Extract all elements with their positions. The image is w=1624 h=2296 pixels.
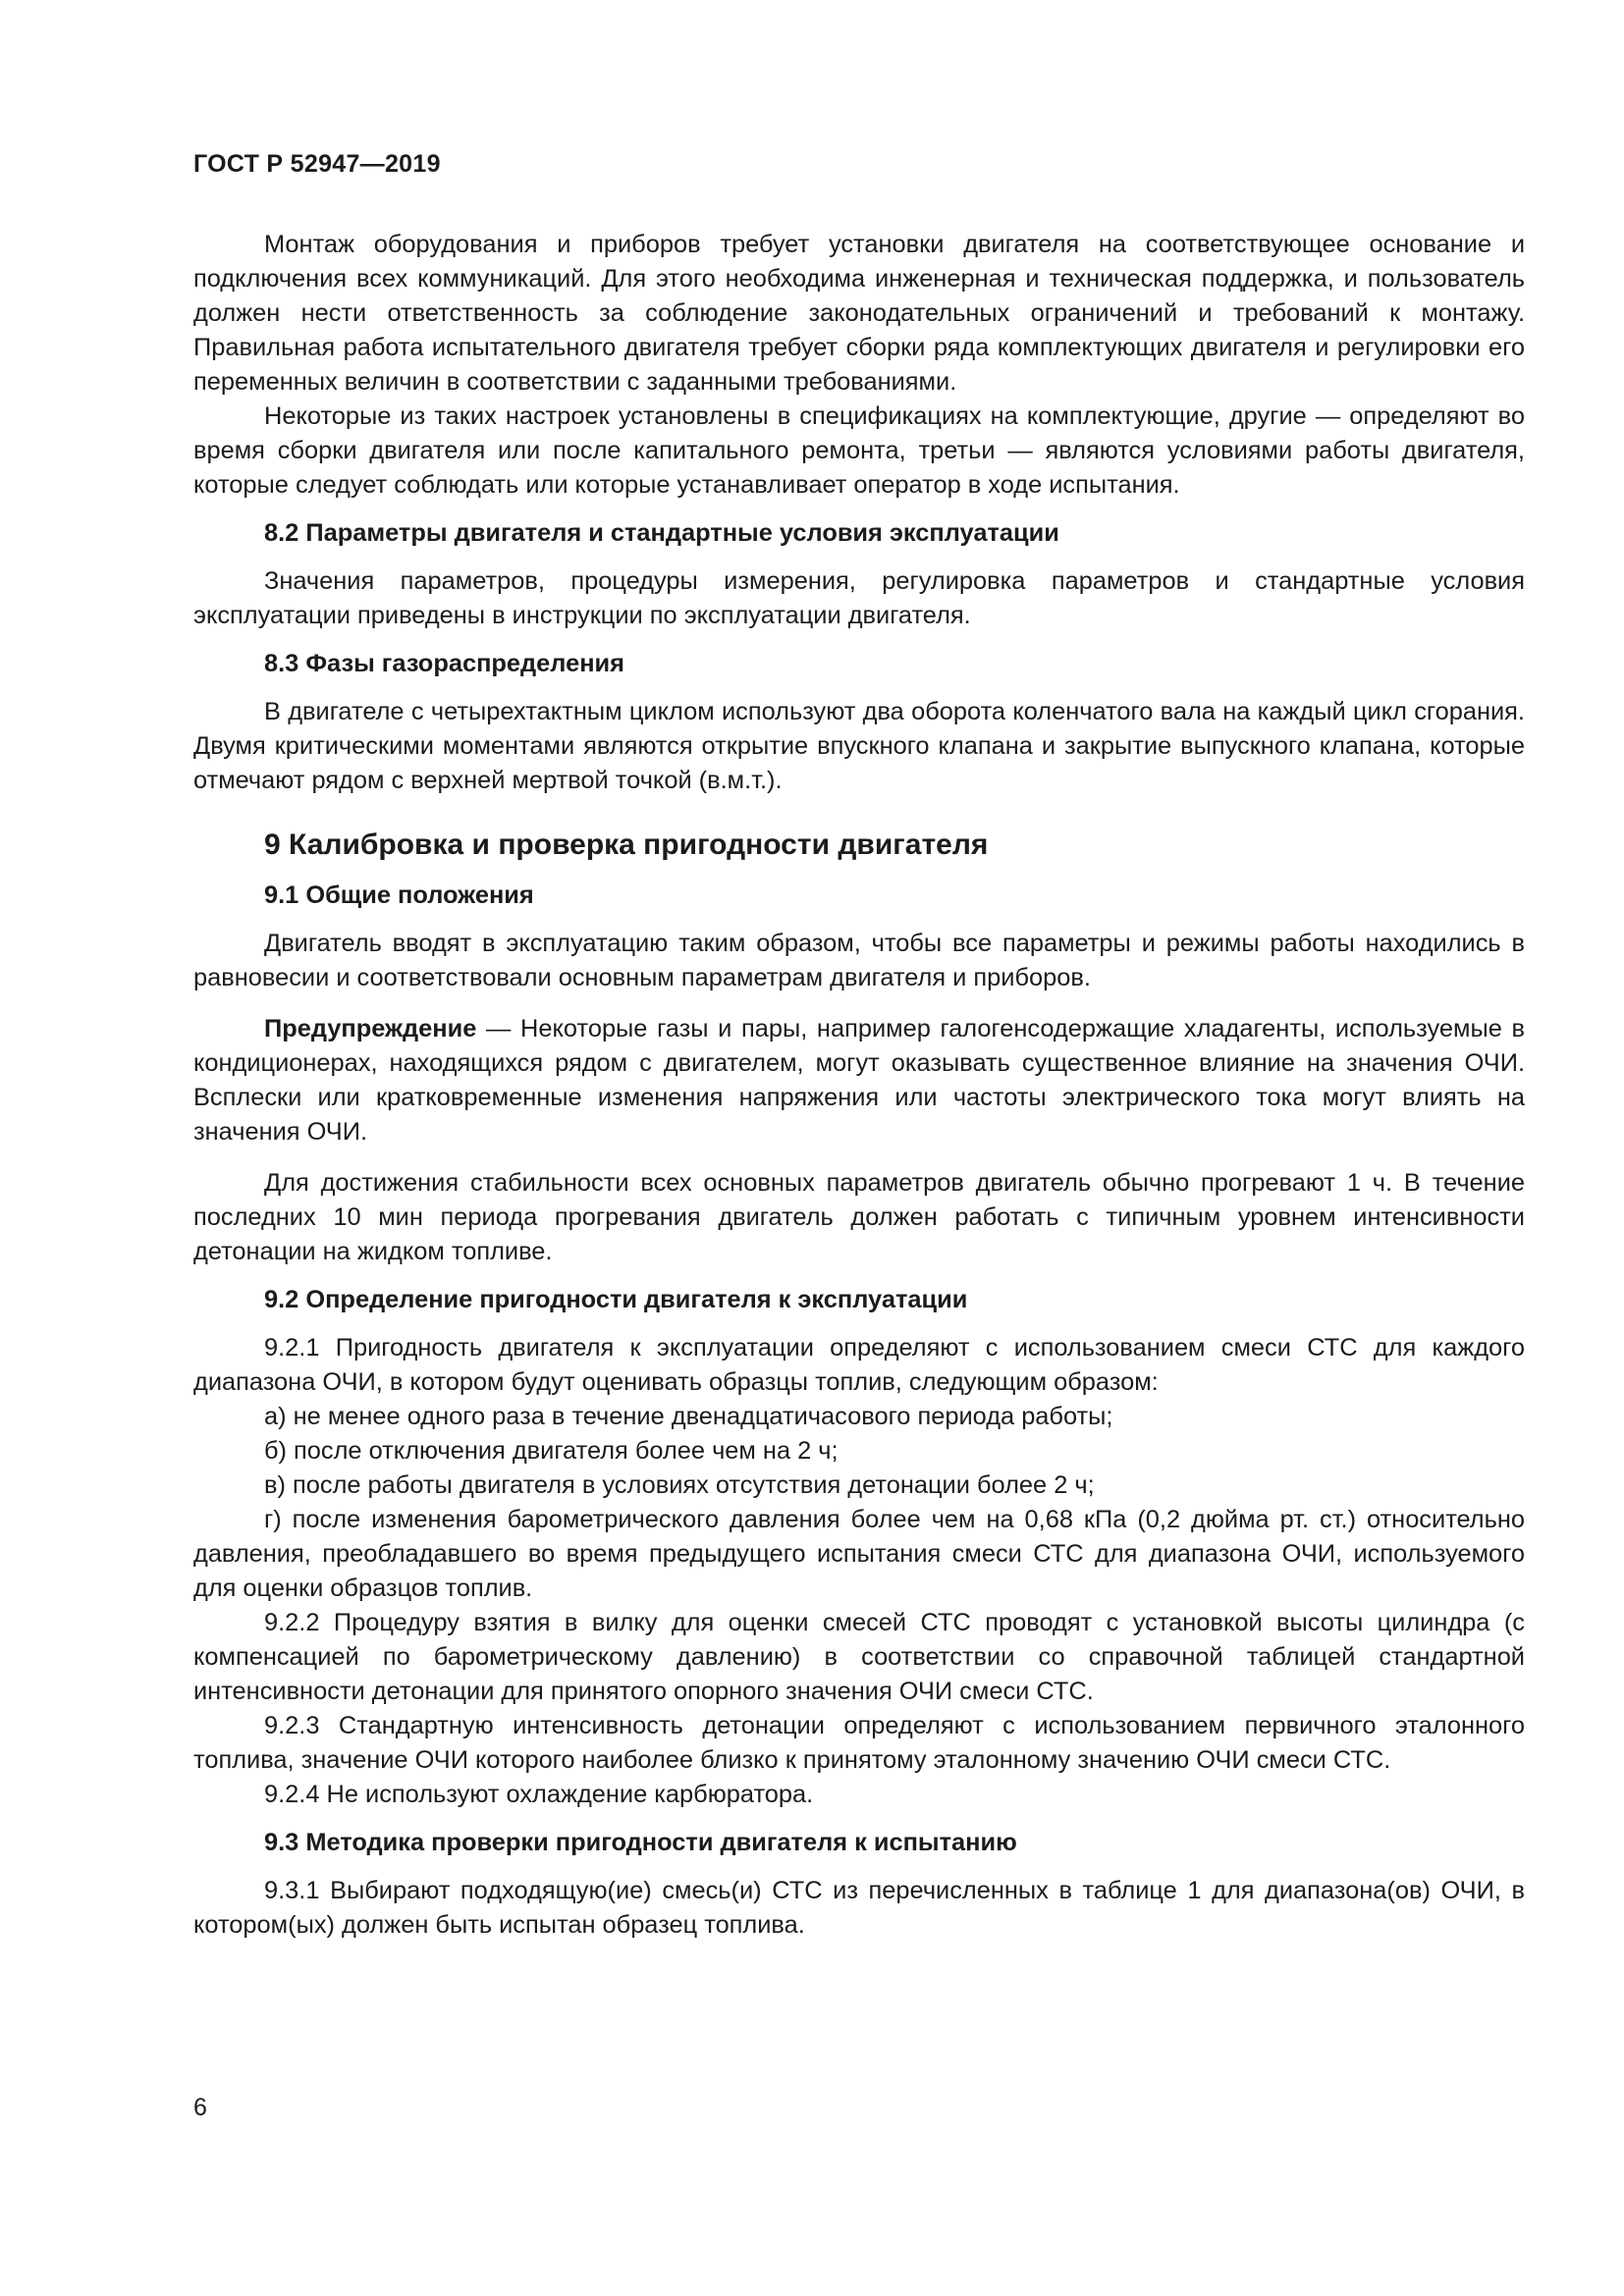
clause-9-2-1: 9.2.1 Пригодность двигателя к эксплуатации определяют с использованием смеси СТС для каждого диапазона ОЧИ, в котором будут оценивать образцы топлив, следующим образом:	[193, 1334, 1525, 1396]
document-header: ГОСТ Р 52947—2019	[193, 150, 441, 178]
paragraph: Значения параметров, процедуры измерения, регулировка параметров и стандартные условия эксплуатации приведены в инструкции по эксплуатации двигателя.	[193, 567, 1525, 629]
section-heading-9-2: 9.2 Определение пригодности двигателя к эксплуатации	[264, 1286, 968, 1313]
paragraph: Некоторые из таких настроек установлены в спецификациях на комплектующие, другие — определяют во время сборки двигателя или после капитального ремонта, третьи — являются условиями работы двигателя, которые следует соблюдать или которые устанавливает оператор в ходе испытания.	[193, 402, 1525, 499]
paragraph: В двигателе с четырехтактным циклом используют два оборота коленчатого вала на каждый цикл сгорания. Двумя критическими моментами являются открытие впускного клапана и закрытие выпускного клапана, которые отмечают рядом с верхней мертвой точкой (в.м.т.).	[193, 698, 1525, 794]
section-heading-9-3: 9.3 Методика проверки пригодности двигателя к испытанию	[264, 1829, 1017, 1856]
section-heading-9-1: 9.1 Общие положения	[264, 881, 534, 909]
warning-text: — Некоторые газы и пары, например галогенсодержащие хладагенты, используемые в кондиционерах, находящихся рядом с двигателем, могут оказывать существенное влияние на значения ОЧИ. Всплески или кратковременные изменения напряжения или частоты электрического тока могут влиять на значения ОЧИ.	[193, 1015, 1525, 1146]
clause-9-2-2: 9.2.2 Процедуру взятия в вилку для оценки смесей СТС проводят с установкой высоты цилиндра (с компенсацией по барометрическому давлению) в соответствии со справочной таблицей стандартной интенсивности детонации для принятого опорного значения ОЧИ смеси СТС.	[193, 1609, 1525, 1705]
section-heading-8-3: 8.3 Фазы газораспределения	[264, 650, 624, 677]
clause-9-3-1: 9.3.1 Выбирают подходящую(ие) смесь(и) СТС из перечисленных в таблице 1 для диапазона(ов) ОЧИ, в котором(ых) должен быть испытан образец топлива.	[193, 1877, 1525, 1939]
clause-9-2-3: 9.2.3 Стандартную интенсивность детонации определяют с использованием первичного эталонного топлива, значение ОЧИ которого наиболее близко к принятому эталонному значению ОЧИ смеси СТС.	[193, 1712, 1525, 1774]
paragraph: Для достижения стабильности всех основных параметров двигатель обычно прогревают 1 ч. В течение последних 10 мин периода прогревания двигатель должен работать с типичным уровнем интенсивности детонации на жидком топливе.	[193, 1169, 1525, 1265]
paragraph: Двигатель вводят в эксплуатацию таким образом, чтобы все параметры и режимы работы находились в равновесии и соответствовали основным параметрам двигателя и приборов.	[193, 930, 1525, 991]
warning-label: Предупреждение	[264, 1015, 477, 1042]
clause-9-2-4: 9.2.4 Не используют охлаждение карбюратора.	[264, 1781, 814, 1808]
list-item-c: в) после работы двигателя в условиях отсутствия детонации более 2 ч;	[264, 1471, 1095, 1499]
list-item-a: а) не менее одного раза в течение двенадцатичасового периода работы;	[264, 1403, 1113, 1430]
warning-paragraph	[193, 1012, 1525, 1149]
document-body	[193, 228, 1525, 1943]
list-item-d: г) после изменения барометрического давления более чем на 0,68 кПа (0,2 дюйма рт. ст.) относительно давления, преобладавшего во время предыдущего испытания смеси СТС для диапазона ОЧИ, используемого для оценки образцов топлив.	[193, 1506, 1525, 1602]
chapter-heading-9: 9 Калибровка и проверка пригодности двигателя	[264, 828, 989, 861]
section-heading-8-2: 8.2 Параметры двигателя и стандартные условия эксплуатации	[264, 519, 1059, 547]
page-number: 6	[193, 2094, 207, 2121]
list-item-b: б) после отключения двигателя более чем на 2 ч;	[264, 1437, 839, 1465]
paragraph: Монтаж оборудования и приборов требует установки двигателя на соответствующее основание и подключения всех коммуникаций. Для этого необходима инженерная и техническая поддержка, и пользователь должен нести ответственность за соблюдение законодательных ограничений и требований к монтажу. Правильная работа испытательного двигателя требует сборки ряда комплектующих двигателя и регулировки его переменных величин в соответствии с заданными требованиями.	[193, 231, 1525, 396]
